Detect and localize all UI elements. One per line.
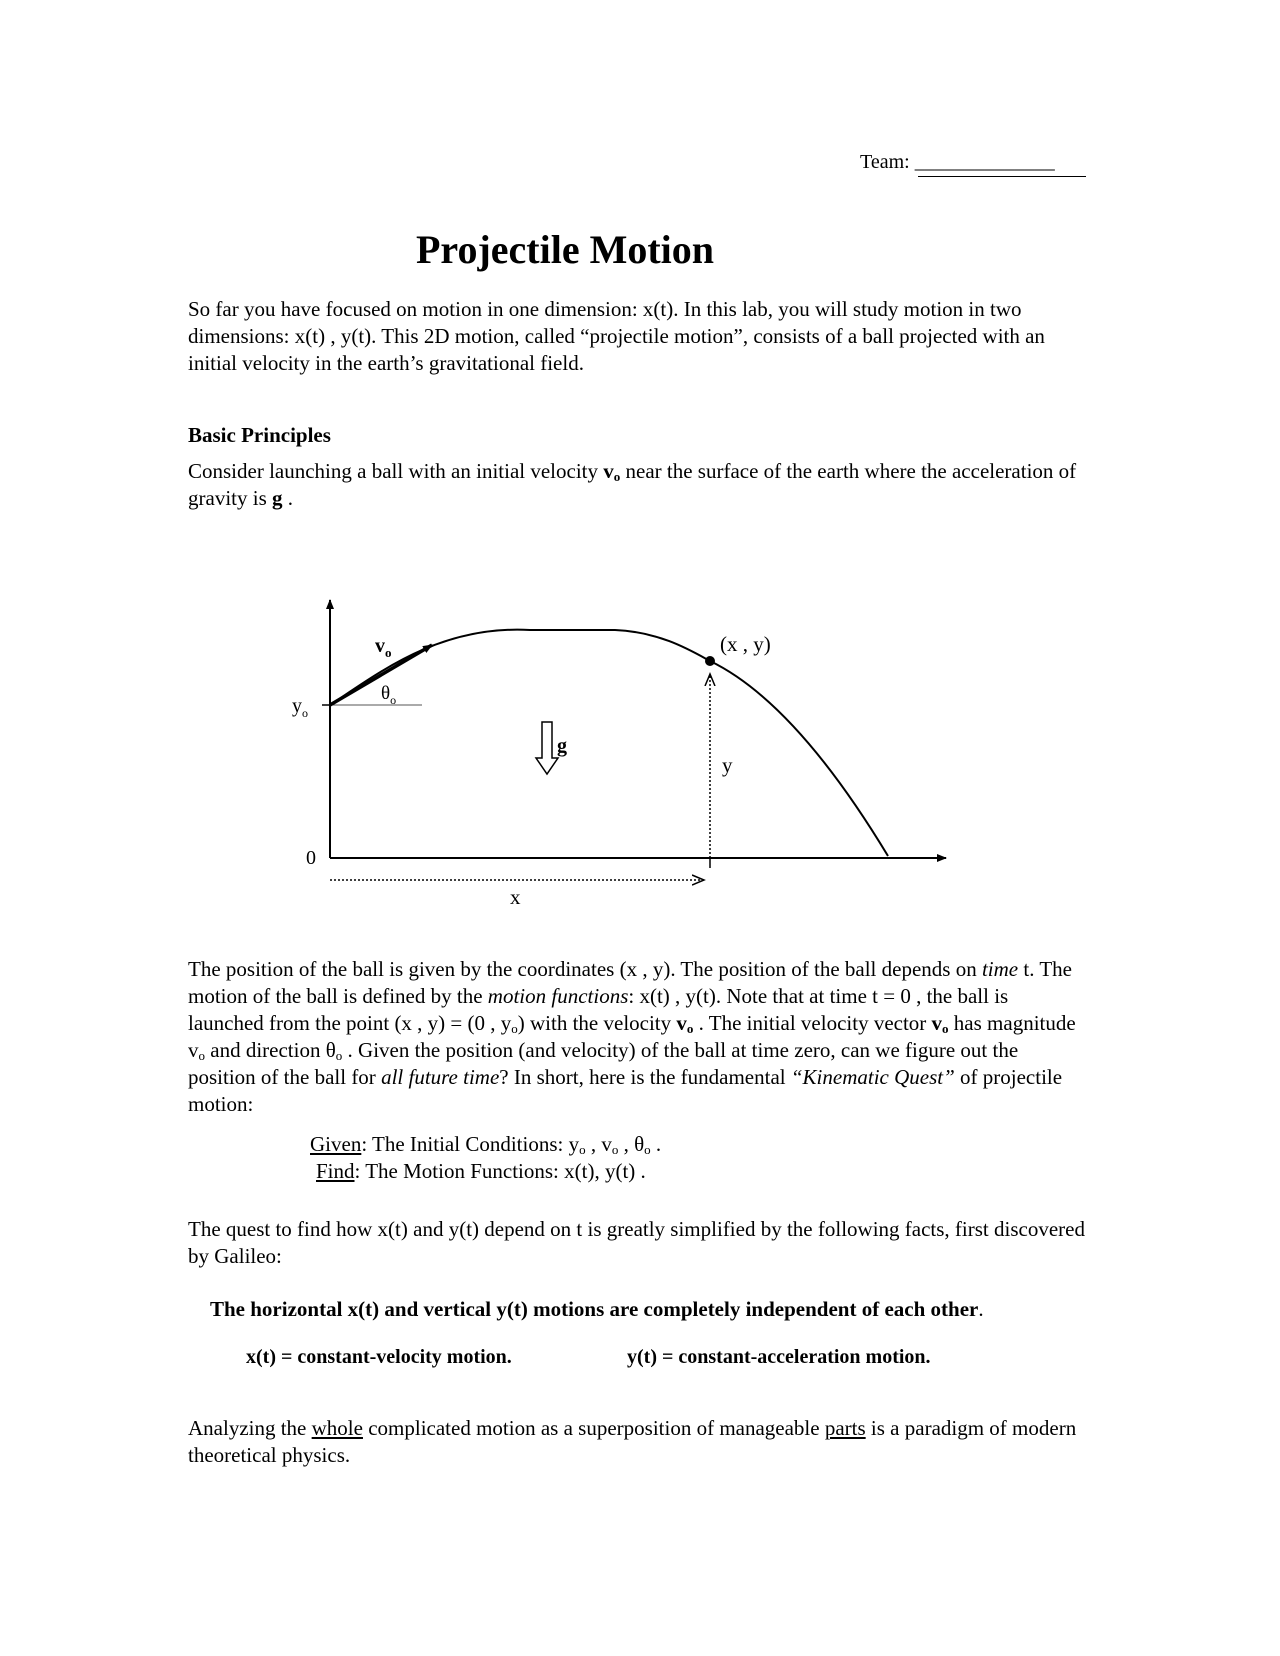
given-text: : The Initial Conditions: y xyxy=(361,1132,580,1156)
v0-label: $v_o$ xyxy=(375,635,392,660)
given-line xyxy=(310,1131,661,1158)
pos-text-5: . The initial velocity vector xyxy=(693,1011,932,1035)
find-text: : The Motion Functions: x(t), y(t) . xyxy=(354,1159,646,1183)
pos-text-9: ? In short, here is the fundamental xyxy=(499,1065,791,1089)
g-label: g xyxy=(557,735,567,757)
ball-point xyxy=(705,656,715,666)
time-italic: time xyxy=(981,957,1019,981)
independence-text: The horizontal x(t) and vertical y(t) motions are completely independent of each other xyxy=(210,1297,979,1321)
consider-text-3: . xyxy=(282,486,293,510)
given-o-2: o xyxy=(611,1142,619,1157)
v-symbol: v xyxy=(603,459,614,483)
o-subscript: o xyxy=(613,469,621,484)
y0-label: $y_o$ xyxy=(292,695,308,720)
x-label: x xyxy=(510,885,521,909)
v-bold-2: v xyxy=(931,1011,943,1035)
whole-underlined: whole xyxy=(311,1416,363,1440)
given-end: . xyxy=(650,1132,662,1156)
independence-statement xyxy=(210,1296,984,1323)
given-label: Given xyxy=(310,1132,362,1156)
consider-text-1: Consider launching a ball with an initial velocity xyxy=(188,459,604,483)
pos-text-8: . Given the position (and velocity) of the ball at time zero, can we figure out the position of the ball for xyxy=(188,1038,1019,1089)
independence-period: . xyxy=(978,1297,984,1321)
o-sub-2: o xyxy=(686,1021,694,1036)
g-symbol: g xyxy=(272,486,283,510)
motion-functions-italic: motion functions xyxy=(487,984,629,1008)
intro-paragraph: So far you have focused on motion in one dimension: x(t). In this lab, you will study motion in two dimensions: x(t) , y(t). This 2D motion, called “projectile motion”, consists of a ball projected with an initial velocity in the earth’s gravitational field. xyxy=(188,297,1045,375)
o-sub-3: o xyxy=(942,1021,949,1036)
o-sub-5: o xyxy=(335,1048,343,1063)
quest-paragraph: The quest to find how x(t) and y(t) depend on t is greatly simplified by the following facts, first discovered by Galileo: xyxy=(188,1217,1085,1268)
o-sub-1: o xyxy=(511,1021,518,1036)
point-label: (x , y) xyxy=(720,632,771,656)
all-future-italic: all future time xyxy=(381,1065,500,1089)
y-mid-label: y xyxy=(722,753,733,777)
parts-underlined: parts xyxy=(824,1416,866,1440)
kinematic-quest-italic: “Kinematic Quest” xyxy=(790,1065,955,1089)
theta0-label: $\theta_o$ xyxy=(381,683,397,707)
pos-text-4: ) with the velocity xyxy=(517,1011,677,1035)
position-paragraph xyxy=(188,956,1088,1118)
consider-text-2: near the surface of the earth where the acceleration of gravity is xyxy=(188,459,1077,510)
given-mid: , v xyxy=(585,1132,612,1156)
section-heading: Basic Principles xyxy=(188,423,331,447)
pos-text-6: has magnitude v xyxy=(188,1011,1076,1062)
find-line xyxy=(316,1158,646,1185)
given-o-1: o xyxy=(579,1142,586,1157)
closing-text-2: complicated motion as a superposition of manageable xyxy=(362,1416,825,1440)
team-label: Team: ______________ xyxy=(860,151,1055,173)
gravity-arrow-icon xyxy=(536,722,558,774)
zero-label: 0 xyxy=(306,847,316,869)
page-title: Projectile Motion xyxy=(415,227,715,272)
o-sub-4: o xyxy=(198,1048,205,1063)
x-motion-text: x(t) = constant-velocity motion. xyxy=(246,1346,512,1368)
trajectory-curve xyxy=(330,630,888,856)
pos-text-2: t. The motion of the ball is defined by the xyxy=(188,957,1072,1008)
v-bold-1: v xyxy=(676,1011,687,1035)
y-motion-text: y(t) = constant-acceleration motion. xyxy=(627,1346,931,1368)
given-mid-2: , θ xyxy=(618,1132,645,1156)
pos-text-3: : x(t) , y(t). Note that at time t = 0 , the ball is launched from the point (x , y) = (0 , y xyxy=(188,984,1009,1035)
pos-text-10: of projectile motion: xyxy=(188,1065,1063,1116)
closing-paragraph xyxy=(188,1415,1088,1469)
pos-text-7: and direction θ xyxy=(205,1038,336,1062)
closing-text-3: is a paradigm of modern theoretical physics. xyxy=(188,1416,1077,1467)
closing-text-1: Analyzing the xyxy=(188,1416,312,1440)
find-label: Find xyxy=(316,1159,355,1183)
pos-text-1: The position of the ball is given by the coordinates (x , y). The position of the ball depends on xyxy=(188,957,982,981)
given-o-3: o xyxy=(644,1142,651,1157)
